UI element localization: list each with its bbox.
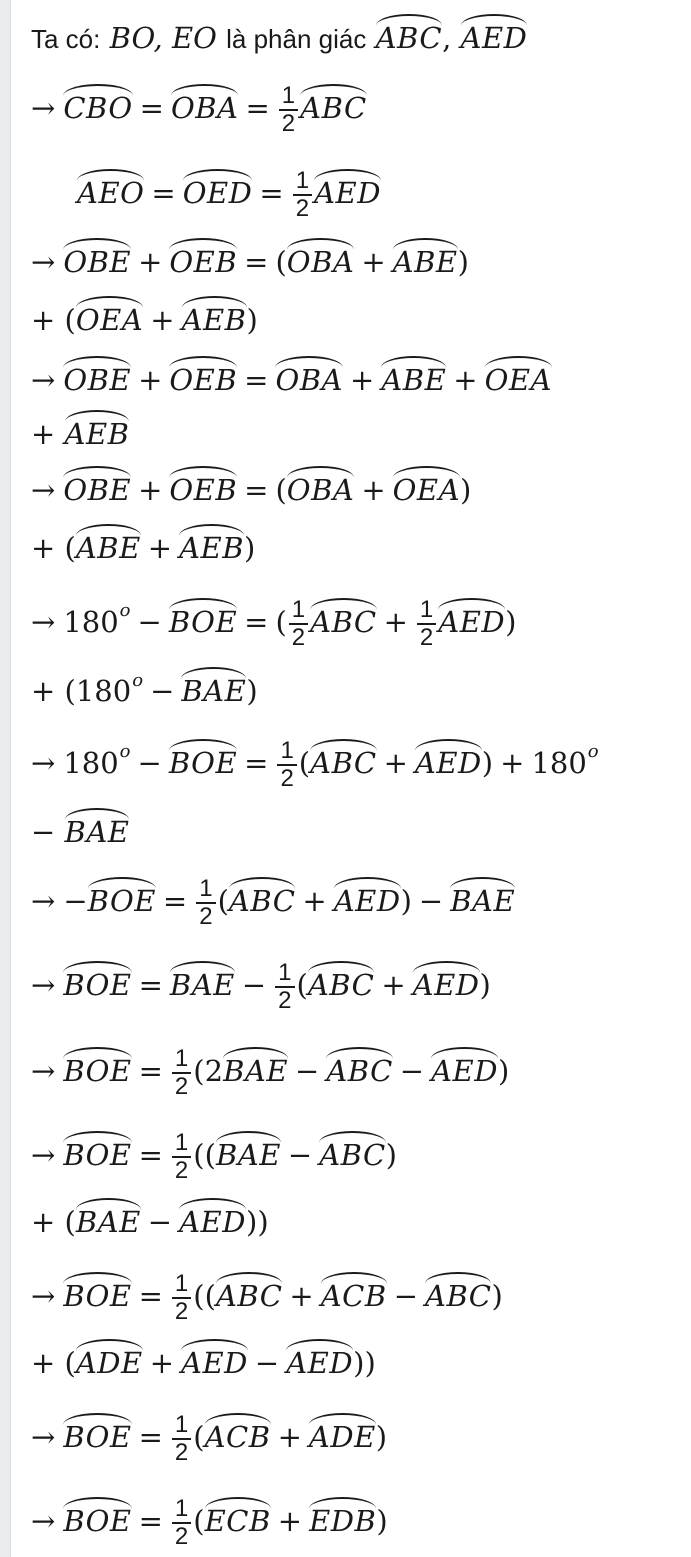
- equation-line: [31, 410, 129, 452]
- equation-line: [31, 524, 255, 566]
- left-paren: (: [275, 473, 287, 507]
- denominator: 2: [419, 624, 434, 651]
- equation-line: [31, 466, 471, 508]
- plus-sign: +: [147, 531, 173, 565]
- angle: OBE: [63, 238, 131, 280]
- plus-sign: +: [277, 1420, 302, 1454]
- angle: BOE: [63, 1047, 131, 1089]
- angle: OBA: [287, 238, 355, 280]
- equals-sign: =: [245, 91, 270, 125]
- equals-sign: =: [162, 884, 188, 918]
- degree-mark: o: [119, 600, 131, 621]
- comma: ,: [442, 21, 452, 55]
- right-paren: ): [481, 746, 494, 780]
- angle: AEB: [179, 524, 244, 566]
- equals-sign: =: [138, 1054, 163, 1088]
- intro-prefix: Ta có:: [31, 24, 101, 54]
- angle: ACB: [205, 1413, 271, 1455]
- equals-sign: =: [138, 1420, 163, 1454]
- arrow-icon: →: [31, 245, 56, 279]
- equation-line: [31, 1412, 387, 1466]
- minus-sign: −: [63, 884, 88, 918]
- angle: ABC: [319, 1131, 385, 1173]
- left-paren: (: [193, 1054, 205, 1088]
- equation-line: [31, 667, 258, 709]
- left-paren: (: [64, 303, 76, 337]
- right-paren: ): [491, 1279, 503, 1313]
- plus-sign: +: [383, 746, 408, 780]
- minus-sign: −: [31, 815, 56, 849]
- plus-sign: +: [361, 245, 386, 279]
- fraction-half: [289, 597, 308, 651]
- right-paren: ): [497, 1054, 510, 1088]
- minus-sign: −: [287, 1138, 313, 1172]
- angle: AED: [461, 14, 528, 56]
- numerator: 1: [289, 597, 308, 625]
- plus-sign: +: [302, 884, 327, 918]
- angle: OEA: [76, 296, 143, 338]
- minus-sign: −: [254, 1346, 280, 1380]
- equals-sign: =: [138, 968, 163, 1002]
- left-paren: (: [296, 968, 308, 1002]
- left-paren: (: [193, 1279, 205, 1313]
- denominator: 2: [295, 195, 310, 222]
- equals-sign: =: [259, 176, 284, 210]
- angle: BOE: [169, 598, 237, 640]
- denominator: 2: [174, 1439, 189, 1466]
- arrow-icon: →: [31, 1054, 56, 1088]
- minus-sign: −: [150, 674, 175, 708]
- plus-sign: +: [350, 363, 375, 397]
- coefficient: 2: [204, 1054, 224, 1088]
- equation-line: [31, 83, 367, 137]
- angle: AED: [413, 961, 480, 1003]
- numerator: 1: [172, 1130, 191, 1158]
- plus-sign: +: [31, 531, 56, 565]
- equals-sign: =: [244, 363, 269, 397]
- plus-sign: +: [277, 1504, 303, 1538]
- angle: ADE: [76, 1339, 143, 1381]
- angle: AED: [181, 1339, 248, 1381]
- left-paren: (: [298, 746, 311, 780]
- angle: OED: [183, 169, 253, 211]
- denominator: 2: [280, 765, 294, 792]
- angle: BOE: [63, 1272, 131, 1314]
- angle: ABC: [310, 598, 376, 640]
- right-paren: ): [460, 473, 472, 507]
- fraction-half: [172, 1412, 191, 1466]
- numerator: 1: [172, 1271, 191, 1299]
- arrow-icon: →: [31, 363, 56, 397]
- right-paren: ): [375, 1420, 388, 1454]
- angle: BOE: [63, 1131, 131, 1173]
- minus-sign: −: [399, 1054, 425, 1088]
- equals-sign: =: [244, 605, 269, 639]
- angle: BAE: [65, 808, 130, 850]
- degree-mark: o: [119, 741, 131, 762]
- angle: ABC: [229, 877, 295, 919]
- plus-sign: +: [138, 245, 163, 279]
- left-paren: (: [64, 1205, 76, 1239]
- angle: ABC: [326, 1047, 392, 1089]
- angle: AED: [415, 739, 482, 781]
- equation-line: [31, 238, 469, 280]
- angle: AED: [286, 1339, 353, 1381]
- angle: OEB: [169, 356, 237, 398]
- degree-value: 180: [63, 746, 119, 780]
- equals-sign: =: [138, 1279, 163, 1313]
- fraction-half: [293, 168, 312, 222]
- right-paren: ): [245, 1205, 258, 1239]
- angle: OEB: [169, 466, 237, 508]
- plus-sign: +: [289, 1279, 314, 1313]
- angle: ABC: [425, 1272, 491, 1314]
- plus-sign: +: [138, 363, 163, 397]
- fraction-half: [196, 876, 215, 930]
- angle: OEA: [393, 466, 460, 508]
- angle: OBE: [63, 356, 131, 398]
- equals-sign: =: [244, 245, 269, 279]
- left-paren: (: [204, 1138, 216, 1172]
- fraction-half: [275, 960, 294, 1014]
- denominator: 2: [174, 1157, 189, 1184]
- equation-line: [31, 1496, 388, 1550]
- right-paren: ): [246, 303, 258, 337]
- fraction-half: [279, 83, 298, 137]
- fraction-half: [277, 738, 296, 792]
- equals-sign: =: [244, 746, 269, 780]
- angle: OEB: [169, 238, 237, 280]
- angle: ABC: [376, 14, 442, 56]
- arrow-icon: →: [31, 605, 56, 639]
- angle: ABC: [308, 961, 374, 1003]
- numerator: 1: [293, 168, 312, 196]
- fraction-half: [172, 1271, 191, 1325]
- angle: AEB: [182, 296, 247, 338]
- right-paren: ): [457, 245, 469, 279]
- left-paren: (: [193, 1420, 205, 1454]
- left-paren: (: [275, 605, 287, 639]
- minus-sign: −: [137, 605, 162, 639]
- degree-value: 180: [75, 674, 132, 708]
- arrow-icon: →: [31, 1420, 56, 1454]
- numerator: 1: [417, 597, 436, 625]
- minus-sign: −: [295, 1054, 320, 1088]
- plus-sign: +: [381, 968, 406, 1002]
- angle: AEO: [77, 169, 144, 211]
- left-paren: (: [193, 1138, 205, 1172]
- right-paren: ): [364, 1346, 376, 1380]
- angle: ABE: [381, 356, 446, 398]
- equation-line: [31, 296, 258, 338]
- plus-sign: +: [361, 473, 386, 507]
- numerator: 1: [172, 1496, 191, 1524]
- right-paren: ): [505, 605, 517, 639]
- angle: OBA: [275, 356, 343, 398]
- degree-value: 180: [531, 746, 587, 780]
- equation-line: [31, 356, 552, 398]
- minus-sign: −: [418, 884, 444, 918]
- fraction-half: [172, 1496, 191, 1550]
- plus-sign: +: [31, 1205, 56, 1239]
- denominator: 2: [174, 1523, 189, 1550]
- left-paren: (: [217, 884, 229, 918]
- arrow-icon: →: [31, 884, 56, 918]
- equals-sign: =: [151, 176, 176, 210]
- minus-sign: −: [393, 1279, 418, 1313]
- plus-sign: +: [149, 1346, 175, 1380]
- left-paren: (: [193, 1504, 205, 1538]
- denominator: 2: [281, 110, 296, 137]
- degree-value: 180: [63, 605, 119, 639]
- angle: ABE: [393, 238, 458, 280]
- angle: AED: [334, 877, 401, 919]
- angle: BAE: [216, 1131, 281, 1173]
- denominator: 2: [174, 1073, 189, 1100]
- intro-line: [31, 14, 527, 57]
- equals-sign: =: [138, 1138, 163, 1172]
- angle: ABE: [76, 524, 141, 566]
- plus-sign: +: [150, 303, 175, 337]
- plus-sign: +: [453, 363, 478, 397]
- equation-line: [77, 168, 381, 222]
- arrow-icon: →: [31, 91, 56, 125]
- minus-sign: −: [137, 746, 162, 780]
- angle: OEA: [485, 356, 552, 398]
- angle: BOE: [63, 1413, 131, 1455]
- equation-line: [31, 960, 491, 1014]
- angle: OBA: [287, 466, 355, 508]
- minus-sign: −: [147, 1205, 173, 1239]
- angle: BAE: [76, 1198, 141, 1240]
- numerator: 1: [172, 1412, 191, 1440]
- right-paren: ): [376, 1504, 388, 1538]
- right-paren: ): [400, 884, 412, 918]
- left-paren: (: [275, 245, 287, 279]
- angle: BOE: [63, 1497, 131, 1539]
- solution-card: [10, 0, 691, 1557]
- angle: AED: [431, 1047, 498, 1089]
- arrow-icon: →: [31, 968, 56, 1002]
- plus-sign: +: [31, 303, 56, 337]
- equation-line: [31, 1130, 397, 1184]
- denominator: 2: [291, 624, 306, 651]
- numerator: 1: [172, 1046, 191, 1074]
- intro-mid: là phân giác: [226, 24, 367, 54]
- angle: ACB: [321, 1272, 387, 1314]
- left-paren: (: [64, 674, 76, 708]
- right-paren: ): [246, 674, 258, 708]
- equation-line: [31, 1046, 509, 1100]
- numerator: 1: [275, 960, 294, 988]
- arrow-icon: →: [31, 1138, 56, 1172]
- plus-sign: +: [383, 605, 408, 639]
- right-paren: ): [479, 968, 491, 1002]
- denominator: 2: [199, 903, 213, 930]
- plus-sign: +: [31, 417, 56, 451]
- fraction-half: [172, 1130, 191, 1184]
- degree-mark: o: [587, 741, 599, 762]
- denominator: 2: [278, 987, 292, 1014]
- arrow-icon: →: [31, 746, 56, 780]
- intro-segments: BO, EO: [109, 21, 217, 55]
- angle: AED: [314, 169, 381, 211]
- equation-line: [31, 808, 129, 850]
- numerator: 1: [279, 83, 298, 111]
- equation-line: [31, 597, 516, 651]
- equals-sign: =: [244, 473, 269, 507]
- angle: AED: [438, 598, 505, 640]
- degree-mark: o: [132, 670, 144, 691]
- angle: ABC: [216, 1272, 282, 1314]
- angle: BAE: [223, 1047, 288, 1089]
- angle: OBE: [63, 466, 131, 508]
- right-paren: ): [385, 1138, 397, 1172]
- angle: AEB: [65, 410, 130, 452]
- plus-sign: +: [31, 674, 56, 708]
- left-paren: (: [64, 531, 76, 565]
- minus-sign: −: [241, 968, 267, 1002]
- equation-line: [31, 738, 599, 792]
- angle: EDB: [309, 1497, 376, 1539]
- plus-sign: +: [138, 473, 163, 507]
- left-paren: (: [204, 1279, 216, 1313]
- plus-sign: +: [500, 746, 525, 780]
- left-paren: (: [64, 1346, 76, 1380]
- angle: BOE: [63, 961, 131, 1003]
- angle: BOE: [169, 739, 237, 781]
- arrow-icon: →: [31, 473, 56, 507]
- fraction-half: [172, 1046, 191, 1100]
- angle: ABC: [300, 84, 366, 126]
- angle: ABC: [310, 739, 376, 781]
- equals-sign: =: [138, 1504, 163, 1538]
- equation-line: [31, 1271, 503, 1325]
- right-paren: ): [244, 531, 256, 565]
- denominator: 2: [174, 1298, 189, 1325]
- right-paren: ): [353, 1346, 365, 1380]
- angle: BAE: [450, 877, 515, 919]
- angle: OBA: [171, 84, 239, 126]
- plus-sign: +: [31, 1346, 56, 1380]
- equation-line: [31, 876, 515, 930]
- angle: ECB: [205, 1497, 271, 1539]
- right-paren: ): [257, 1205, 269, 1239]
- arrow-icon: →: [31, 1504, 56, 1538]
- equation-line: [31, 1339, 376, 1381]
- angle: BAE: [170, 961, 235, 1003]
- arrow-icon: →: [31, 1279, 56, 1313]
- equation-line: [31, 1198, 269, 1240]
- equals-sign: =: [139, 91, 164, 125]
- angle: CBO: [63, 84, 132, 126]
- angle: BOE: [88, 877, 156, 919]
- angle: ADE: [309, 1413, 376, 1455]
- angle: BAE: [181, 667, 246, 709]
- numerator: 1: [277, 738, 296, 766]
- numerator: 1: [196, 876, 215, 904]
- angle: AED: [179, 1198, 246, 1240]
- fraction-half: [417, 597, 436, 651]
